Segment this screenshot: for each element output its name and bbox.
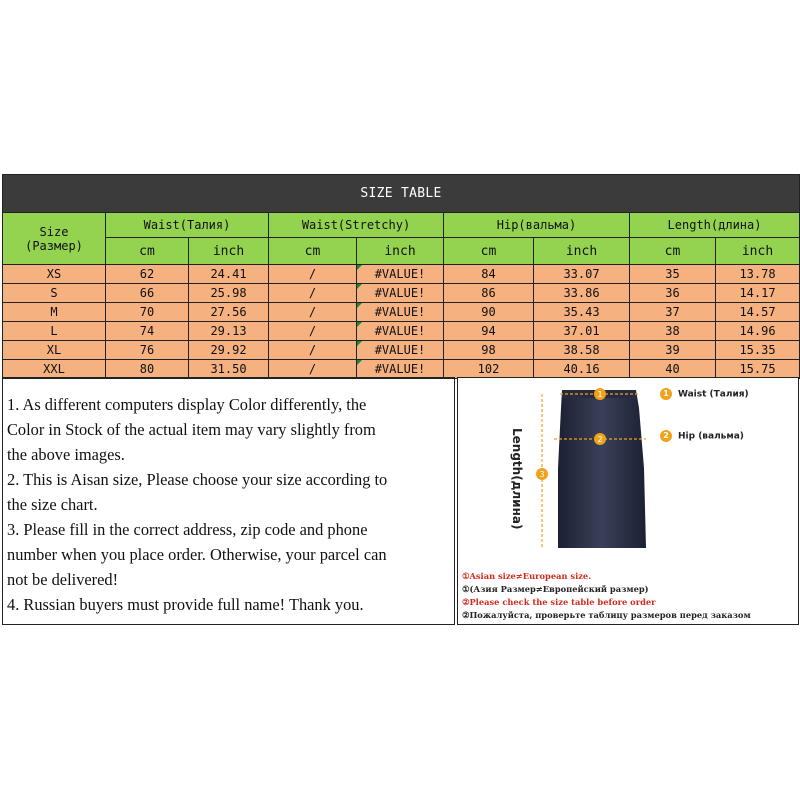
legend-hip-dot: 2 bbox=[660, 430, 672, 442]
table-cell: 86 bbox=[444, 284, 534, 303]
table-cell: 39 bbox=[630, 341, 716, 360]
waist-header: Waist(Талия) bbox=[106, 213, 269, 238]
table-cell: 33.07 bbox=[534, 265, 630, 284]
table-cell: / bbox=[269, 284, 357, 303]
figure-note: ①Asian size≠European size. bbox=[462, 571, 592, 581]
note-line: the size chart. bbox=[7, 495, 98, 514]
figure-note: ①(Азия Размер≠Европейский размер) bbox=[462, 584, 649, 594]
table-cell: 29.13 bbox=[189, 322, 269, 341]
table-cell: / bbox=[269, 360, 357, 379]
table-cell: 40.16 bbox=[534, 360, 630, 379]
figure-note: ②Пожалуйста, проверьте таблицу размеров перед заказом bbox=[462, 610, 751, 620]
hip-marker-num: 2 bbox=[597, 435, 603, 444]
figure-notes bbox=[462, 570, 751, 622]
table-cell: #VALUE! bbox=[357, 303, 444, 322]
size-header-ru: (Размер) bbox=[25, 238, 83, 253]
note-line: 2. This is Aisan size, Please choose your size according to bbox=[7, 470, 388, 489]
table-cell: 37 bbox=[630, 303, 716, 322]
note-line: 1. As different computers display Color differently, the bbox=[7, 395, 367, 414]
table-cell: 40 bbox=[630, 360, 716, 379]
hip-header: Hip(вальма) bbox=[444, 213, 630, 238]
legend-hip-label: Hip (вальма) bbox=[678, 431, 744, 442]
size-header-en: Size bbox=[39, 224, 69, 239]
table-cell: 14.57 bbox=[716, 303, 800, 322]
size-chart-image bbox=[2, 174, 799, 626]
title-row bbox=[3, 175, 800, 213]
table-cell: 84 bbox=[444, 265, 534, 284]
note-line: the above images. bbox=[7, 445, 125, 464]
unit-header: cm bbox=[106, 238, 189, 265]
table-cell: 62 bbox=[106, 265, 189, 284]
size-label: XL bbox=[3, 341, 106, 360]
table-row bbox=[3, 265, 800, 284]
table-cell: 13.78 bbox=[716, 265, 800, 284]
size-rows bbox=[3, 265, 800, 379]
length-marker-num: 3 bbox=[539, 470, 545, 479]
waist-marker-num: 1 bbox=[597, 390, 603, 399]
table-cell: 66 bbox=[106, 284, 189, 303]
table-cell: #VALUE! bbox=[357, 322, 444, 341]
table-cell: 37.01 bbox=[534, 322, 630, 341]
table-cell: / bbox=[269, 303, 357, 322]
table-cell: 70 bbox=[106, 303, 189, 322]
unit-header: cm bbox=[269, 238, 357, 265]
skirt-shape bbox=[558, 390, 646, 548]
table-cell: / bbox=[269, 322, 357, 341]
table-cell: 15.35 bbox=[716, 341, 800, 360]
legend-waist-label: Waist (Талия) bbox=[678, 389, 749, 400]
size-label: S bbox=[3, 284, 106, 303]
table-cell: 25.98 bbox=[189, 284, 269, 303]
table-cell: 35.43 bbox=[534, 303, 630, 322]
table-row bbox=[3, 284, 800, 303]
table-row bbox=[3, 303, 800, 322]
length-header: Length(длина) bbox=[630, 213, 800, 238]
table-row bbox=[3, 322, 800, 341]
note-line: number when you place order. Otherwise, your parcel can bbox=[7, 545, 387, 564]
unit-header: inch bbox=[357, 238, 444, 265]
table-cell: / bbox=[269, 265, 357, 284]
table-cell: 35 bbox=[630, 265, 716, 284]
table-cell: 76 bbox=[106, 341, 189, 360]
size-label: XS bbox=[3, 265, 106, 284]
size-header bbox=[3, 213, 106, 265]
figure-note: ②Please check the size table before order bbox=[462, 597, 656, 607]
table-cell: 14.96 bbox=[716, 322, 800, 341]
note-line: 3. Please fill in the correct address, zip code and phone bbox=[7, 520, 368, 539]
table-cell: 38.58 bbox=[534, 341, 630, 360]
table-cell: #VALUE! bbox=[357, 265, 444, 284]
note-line: Color in Stock of the actual item may vary slightly from bbox=[7, 420, 376, 439]
table-cell: #VALUE! bbox=[357, 284, 444, 303]
unit-header: inch bbox=[716, 238, 800, 265]
table-cell: 38 bbox=[630, 322, 716, 341]
size-table bbox=[2, 174, 800, 379]
table-cell: 33.86 bbox=[534, 284, 630, 303]
unit-header: inch bbox=[189, 238, 269, 265]
table-title: SIZE TABLE bbox=[3, 175, 800, 213]
table-cell: 102 bbox=[444, 360, 534, 379]
table-cell: 24.41 bbox=[189, 265, 269, 284]
legend-waist bbox=[660, 388, 749, 400]
table-row bbox=[3, 341, 800, 360]
length-label: Length(длина) bbox=[510, 428, 524, 530]
unit-header: inch bbox=[534, 238, 630, 265]
unit-header: cm bbox=[630, 238, 716, 265]
size-label: L bbox=[3, 322, 106, 341]
table-cell: 29.92 bbox=[189, 341, 269, 360]
table-cell: 74 bbox=[106, 322, 189, 341]
note-line: 4. Russian buyers must provide full name! Thank you. bbox=[7, 595, 364, 614]
table-cell: #VALUE! bbox=[357, 341, 444, 360]
group-header-row bbox=[3, 213, 800, 238]
table-cell: 94 bbox=[444, 322, 534, 341]
note-line: not be delivered! bbox=[7, 570, 119, 589]
size-label: XXL bbox=[3, 360, 106, 379]
unit-header-row bbox=[3, 238, 800, 265]
notes-panel bbox=[2, 377, 455, 625]
skirt-diagram bbox=[457, 377, 799, 625]
table-cell: / bbox=[269, 341, 357, 360]
table-cell: 80 bbox=[106, 360, 189, 379]
table-row bbox=[3, 360, 800, 379]
table-cell: #VALUE! bbox=[357, 360, 444, 379]
waist-stretchy-header: Waist(Stretchy) bbox=[269, 213, 444, 238]
table-cell: 90 bbox=[444, 303, 534, 322]
table-cell: 31.50 bbox=[189, 360, 269, 379]
table-cell: 15.75 bbox=[716, 360, 800, 379]
unit-header: cm bbox=[444, 238, 534, 265]
table-cell: 14.17 bbox=[716, 284, 800, 303]
legend-hip bbox=[660, 430, 744, 442]
table-cell: 98 bbox=[444, 341, 534, 360]
size-label: M bbox=[3, 303, 106, 322]
legend-waist-dot: 1 bbox=[660, 388, 672, 400]
table-cell: 27.56 bbox=[189, 303, 269, 322]
table-cell: 36 bbox=[630, 284, 716, 303]
